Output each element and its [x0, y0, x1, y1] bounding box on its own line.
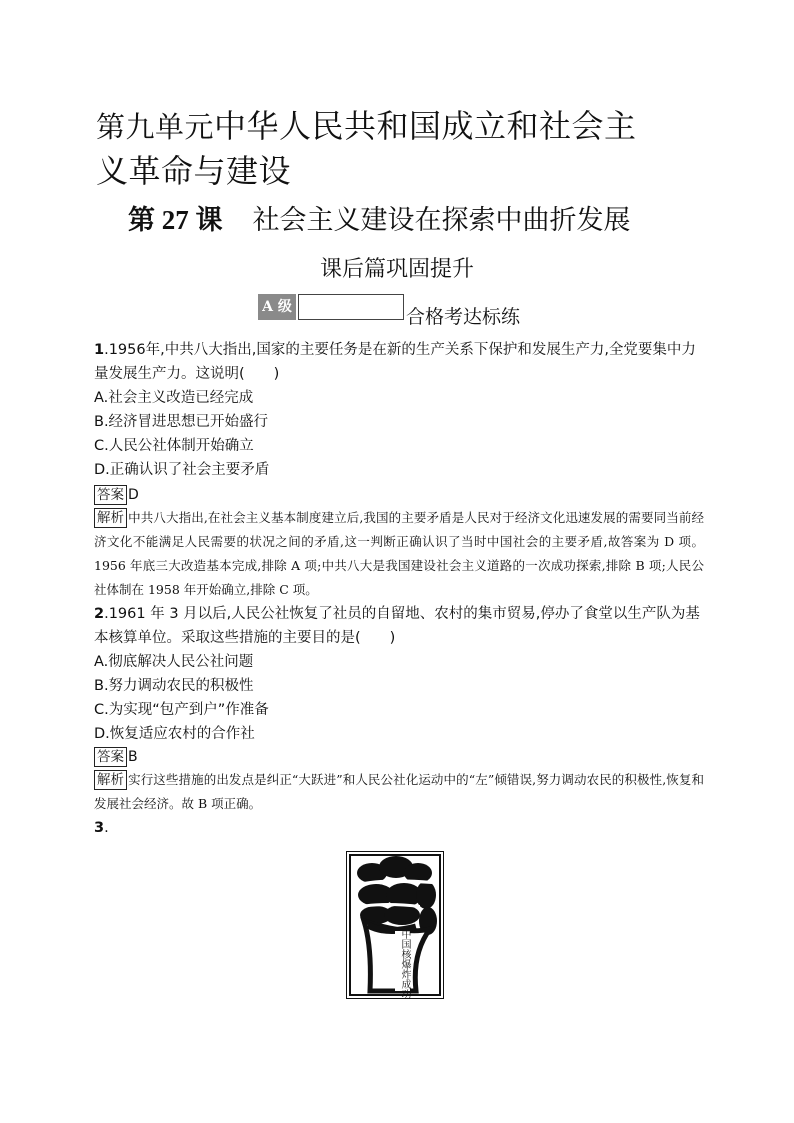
question-number: 1 — [94, 342, 105, 358]
unit-prefix: 第九单元 — [96, 110, 215, 144]
analysis-text: 中共八大指出,在社会主义基本制度建立后,我国的主要矛盾是人民对于经济文化迅速发展的需要同当前经济文化不能满足人民需要的状况之间的矛盾,这一判断正确认识了当时中国社会的主要矛盾,故答案为 D 项。1956 年底三大改造基本完成,排除 A 项;中共八大是我国建设社会主义道路的一次成功探索,排除 B 项;人民公社体制在 1958 年开始确立,排除 C 项。 — [94, 510, 704, 597]
lesson-name: 社会主义建设在探索中曲折发展 — [252, 205, 631, 236]
question-2-option-b: B.努力调动农民的积极性 — [94, 678, 254, 694]
question-2-option-a: A.彻底解决人民公社问题 — [94, 654, 254, 670]
question-1-option-a: A.社会主义改造已经完成 — [94, 390, 254, 406]
fist-poster-image — [346, 851, 444, 999]
answer-tag: 答案 — [94, 747, 127, 767]
analysis-tag: 解析 — [94, 770, 127, 790]
question-1-analysis — [94, 506, 704, 602]
question-1-option-b: B.经济冒进思想已开始盛行 — [94, 414, 269, 430]
question-text: .1956年,中共八大指出,国家的主要任务是在新的生产关系下保护和发展生产力,全党要集中力量发展生产力。这说明( ) — [94, 342, 696, 382]
unit-title — [96, 104, 696, 193]
question-1-option-c: C.人民公社体制开始确立 — [94, 438, 254, 454]
unit-title-line1: 中华人民共和国成立和社会主 — [214, 107, 637, 145]
question-2-option-d: D.恢复适应农村的合作社 — [94, 726, 255, 742]
question-1-stem — [94, 338, 704, 386]
lesson-title — [128, 198, 631, 237]
question-number: 2 — [94, 606, 105, 622]
level-blank-box — [298, 294, 404, 320]
question-number: 3 — [94, 820, 105, 836]
level-badge: A 级 — [258, 294, 296, 320]
lesson-number: 第 27 课 — [128, 205, 223, 235]
question-1-answer — [94, 484, 139, 506]
section-title: 课后篇巩固提升 — [319, 257, 474, 282]
question-text: . — [104, 820, 109, 836]
answer-value: D — [128, 487, 139, 503]
question-2-answer — [94, 746, 138, 768]
question-2-option-c: C.为实现“包产到户”作准备 — [94, 702, 269, 718]
question-2-stem — [94, 602, 704, 650]
poster-caption: 中国核爆炸成功 — [399, 929, 410, 999]
question-1-option-d: D.正确认识了社会主要矛盾 — [94, 462, 270, 478]
question-text: .1961 年 3 月以后,人民公社恢复了社员的自留地、农村的集市贸易,停办了食堂以生产队为基本核算单位。采取这些措施的主要目的是( ) — [94, 606, 700, 646]
answer-tag: 答案 — [94, 485, 127, 505]
unit-title-line2: 义革命与建设 — [96, 152, 292, 190]
level-label: 合格考达标练 — [406, 306, 521, 328]
analysis-tag: 解析 — [94, 508, 127, 528]
question-3-stem — [94, 816, 704, 840]
analysis-text: 实行这些措施的出发点是纠正“大跃进”和人民公社化运动中的“左”倾错误,努力调动农民的积极性,恢复和发展社会经济。故 B 项正确。 — [94, 772, 704, 811]
question-2-analysis — [94, 768, 704, 816]
answer-value: B — [128, 749, 138, 765]
